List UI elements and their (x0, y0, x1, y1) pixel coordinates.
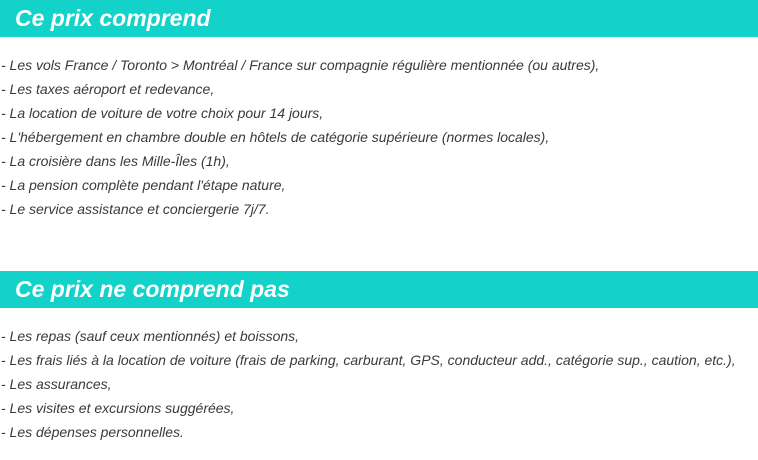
list-item: - La location de voiture de votre choix pour 14 jours, (1, 105, 324, 121)
section-header-included (0, 0, 758, 37)
list-item: - Les taxes aéroport et redevance, (1, 81, 215, 97)
included-items-list (0, 53, 758, 221)
list-item: - L'hébergement en chambre double en hôtels de catégorie supérieure (normes locales), (1, 129, 550, 145)
list-item: - Les visites et excursions suggérées, (1, 400, 235, 416)
list-item: - Les repas (sauf ceux mentionnés) et boissons, (1, 328, 300, 344)
list-item: - Le service assistance et conciergerie 7j/7. (1, 201, 270, 217)
excluded-items-list (0, 324, 758, 444)
list-item: - La pension complète pendant l'étape nature, (1, 177, 286, 193)
list-item: - Les frais liés à la location de voiture (frais de parking, carburant, GPS, conducteur add., catégorie sup., caution, etc.), (1, 352, 736, 368)
list-item: - Les assurances, (1, 376, 112, 392)
section-header-excluded (0, 271, 758, 308)
section-title-excluded: Ce prix ne comprend pas (15, 276, 290, 302)
list-item: - Les dépenses personnelles. (1, 424, 184, 440)
section-title-included: Ce prix comprend (15, 5, 211, 31)
list-item: - Les vols France / Toronto > Montréal / France sur compagnie régulière mentionnée (ou autres), (1, 57, 600, 73)
list-item: - La croisière dans les Mille-Îles (1h), (1, 153, 230, 169)
